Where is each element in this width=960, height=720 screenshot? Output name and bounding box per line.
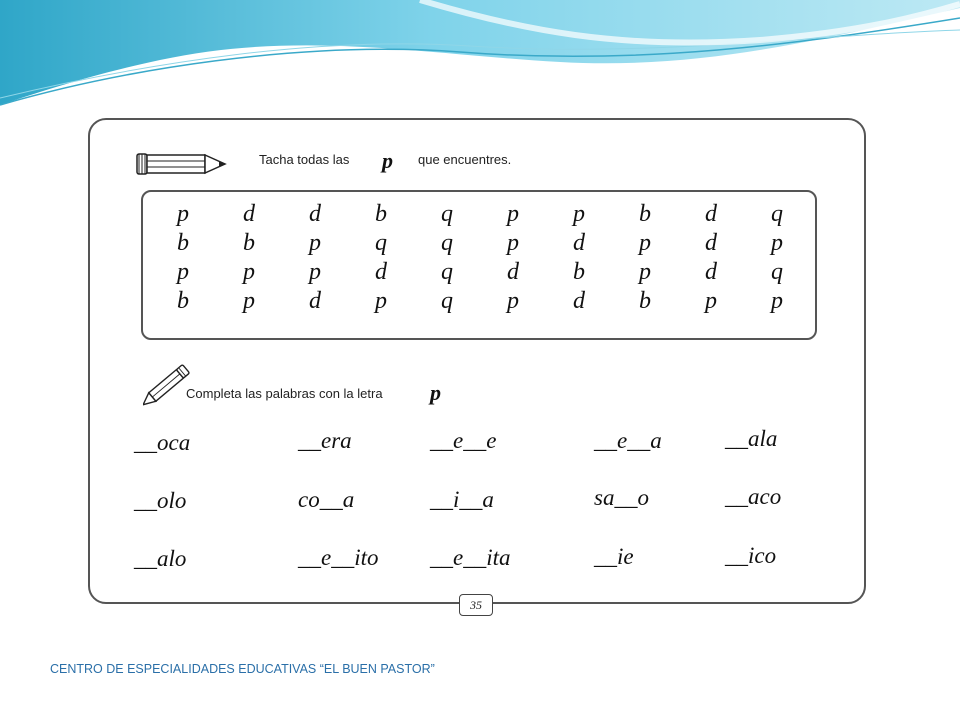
- grid-letter[interactable]: q: [441, 201, 453, 227]
- instruction-1-suffix: que encuentres.: [418, 152, 512, 167]
- grid-letter[interactable]: b: [573, 259, 585, 285]
- grid-letter[interactable]: q: [375, 230, 387, 256]
- footer-text: CENTRO DE ESPECIALIDADES EDUCATIVAS “EL BUEN PASTOR”: [50, 662, 435, 676]
- grid-letter[interactable]: p: [771, 230, 783, 256]
- grid-letter[interactable]: p: [375, 288, 387, 314]
- grid-letter[interactable]: p: [639, 259, 651, 285]
- grid-letter[interactable]: q: [771, 201, 783, 227]
- grid-letter[interactable]: b: [639, 288, 651, 314]
- grid-letter[interactable]: p: [243, 259, 255, 285]
- grid-letter[interactable]: p: [507, 201, 519, 227]
- grid-letter[interactable]: d: [243, 201, 255, 227]
- word-item[interactable]: __era: [298, 428, 352, 453]
- grid-letter[interactable]: p: [573, 201, 585, 227]
- grid-letter[interactable]: d: [507, 259, 519, 285]
- grid-letter[interactable]: p: [309, 230, 321, 256]
- grid-letter[interactable]: q: [441, 259, 453, 285]
- word-item[interactable]: __oca: [134, 430, 191, 455]
- word-item[interactable]: sa__o: [594, 485, 649, 510]
- word-item[interactable]: __e__ita: [430, 545, 511, 570]
- grid-letter[interactable]: p: [771, 288, 783, 314]
- word-item[interactable]: __ico: [725, 543, 777, 568]
- grid-letter[interactable]: p: [243, 288, 255, 314]
- grid-letter[interactable]: p: [639, 230, 651, 256]
- grid-letter[interactable]: d: [375, 259, 387, 285]
- grid-letter[interactable]: d: [573, 230, 585, 256]
- word-item[interactable]: __e__a: [594, 428, 662, 453]
- instruction-2-letter: p: [430, 380, 441, 405]
- grid-letter[interactable]: d: [309, 201, 321, 227]
- grid-letter[interactable]: p: [177, 201, 189, 227]
- grid-letter[interactable]: d: [309, 288, 321, 314]
- word-item[interactable]: co__a: [298, 487, 355, 512]
- grid-letter[interactable]: b: [177, 288, 189, 314]
- word-item[interactable]: __e__ito: [298, 545, 379, 570]
- grid-letter[interactable]: p: [705, 288, 717, 314]
- grid-letter[interactable]: p: [177, 259, 189, 285]
- grid-letter[interactable]: p: [507, 288, 519, 314]
- instruction-1-letter: p: [382, 148, 393, 173]
- grid-letter[interactable]: p: [309, 259, 321, 285]
- word-item[interactable]: __ala: [725, 426, 778, 451]
- grid-letter[interactable]: q: [441, 288, 453, 314]
- word-item[interactable]: __e__e: [430, 428, 497, 453]
- grid-letter[interactable]: q: [441, 230, 453, 256]
- word-item[interactable]: __ie: [594, 544, 634, 569]
- grid-letter[interactable]: d: [705, 230, 717, 256]
- grid-letter[interactable]: d: [705, 259, 717, 285]
- grid-letter[interactable]: b: [177, 230, 189, 256]
- page-number: 35: [459, 594, 493, 616]
- instruction-1-text: Tacha todas las: [259, 152, 350, 167]
- grid-letter[interactable]: p: [507, 230, 519, 256]
- grid-letter[interactable]: d: [705, 201, 717, 227]
- grid-letter[interactable]: q: [771, 259, 783, 285]
- grid-letter[interactable]: d: [573, 288, 585, 314]
- grid-letter[interactable]: b: [243, 230, 255, 256]
- letter-grid: [150, 200, 810, 316]
- word-item[interactable]: __i__a: [430, 487, 494, 512]
- pencil-icon: [135, 150, 231, 178]
- word-item[interactable]: __alo: [134, 546, 187, 571]
- grid-letter[interactable]: b: [639, 201, 651, 227]
- grid-letter[interactable]: b: [375, 201, 387, 227]
- word-item[interactable]: __olo: [134, 488, 187, 513]
- word-item[interactable]: __aco: [725, 484, 782, 509]
- instruction-2-text: Completa las palabras con la letra: [186, 386, 383, 401]
- pencil-writing-icon: [143, 354, 199, 410]
